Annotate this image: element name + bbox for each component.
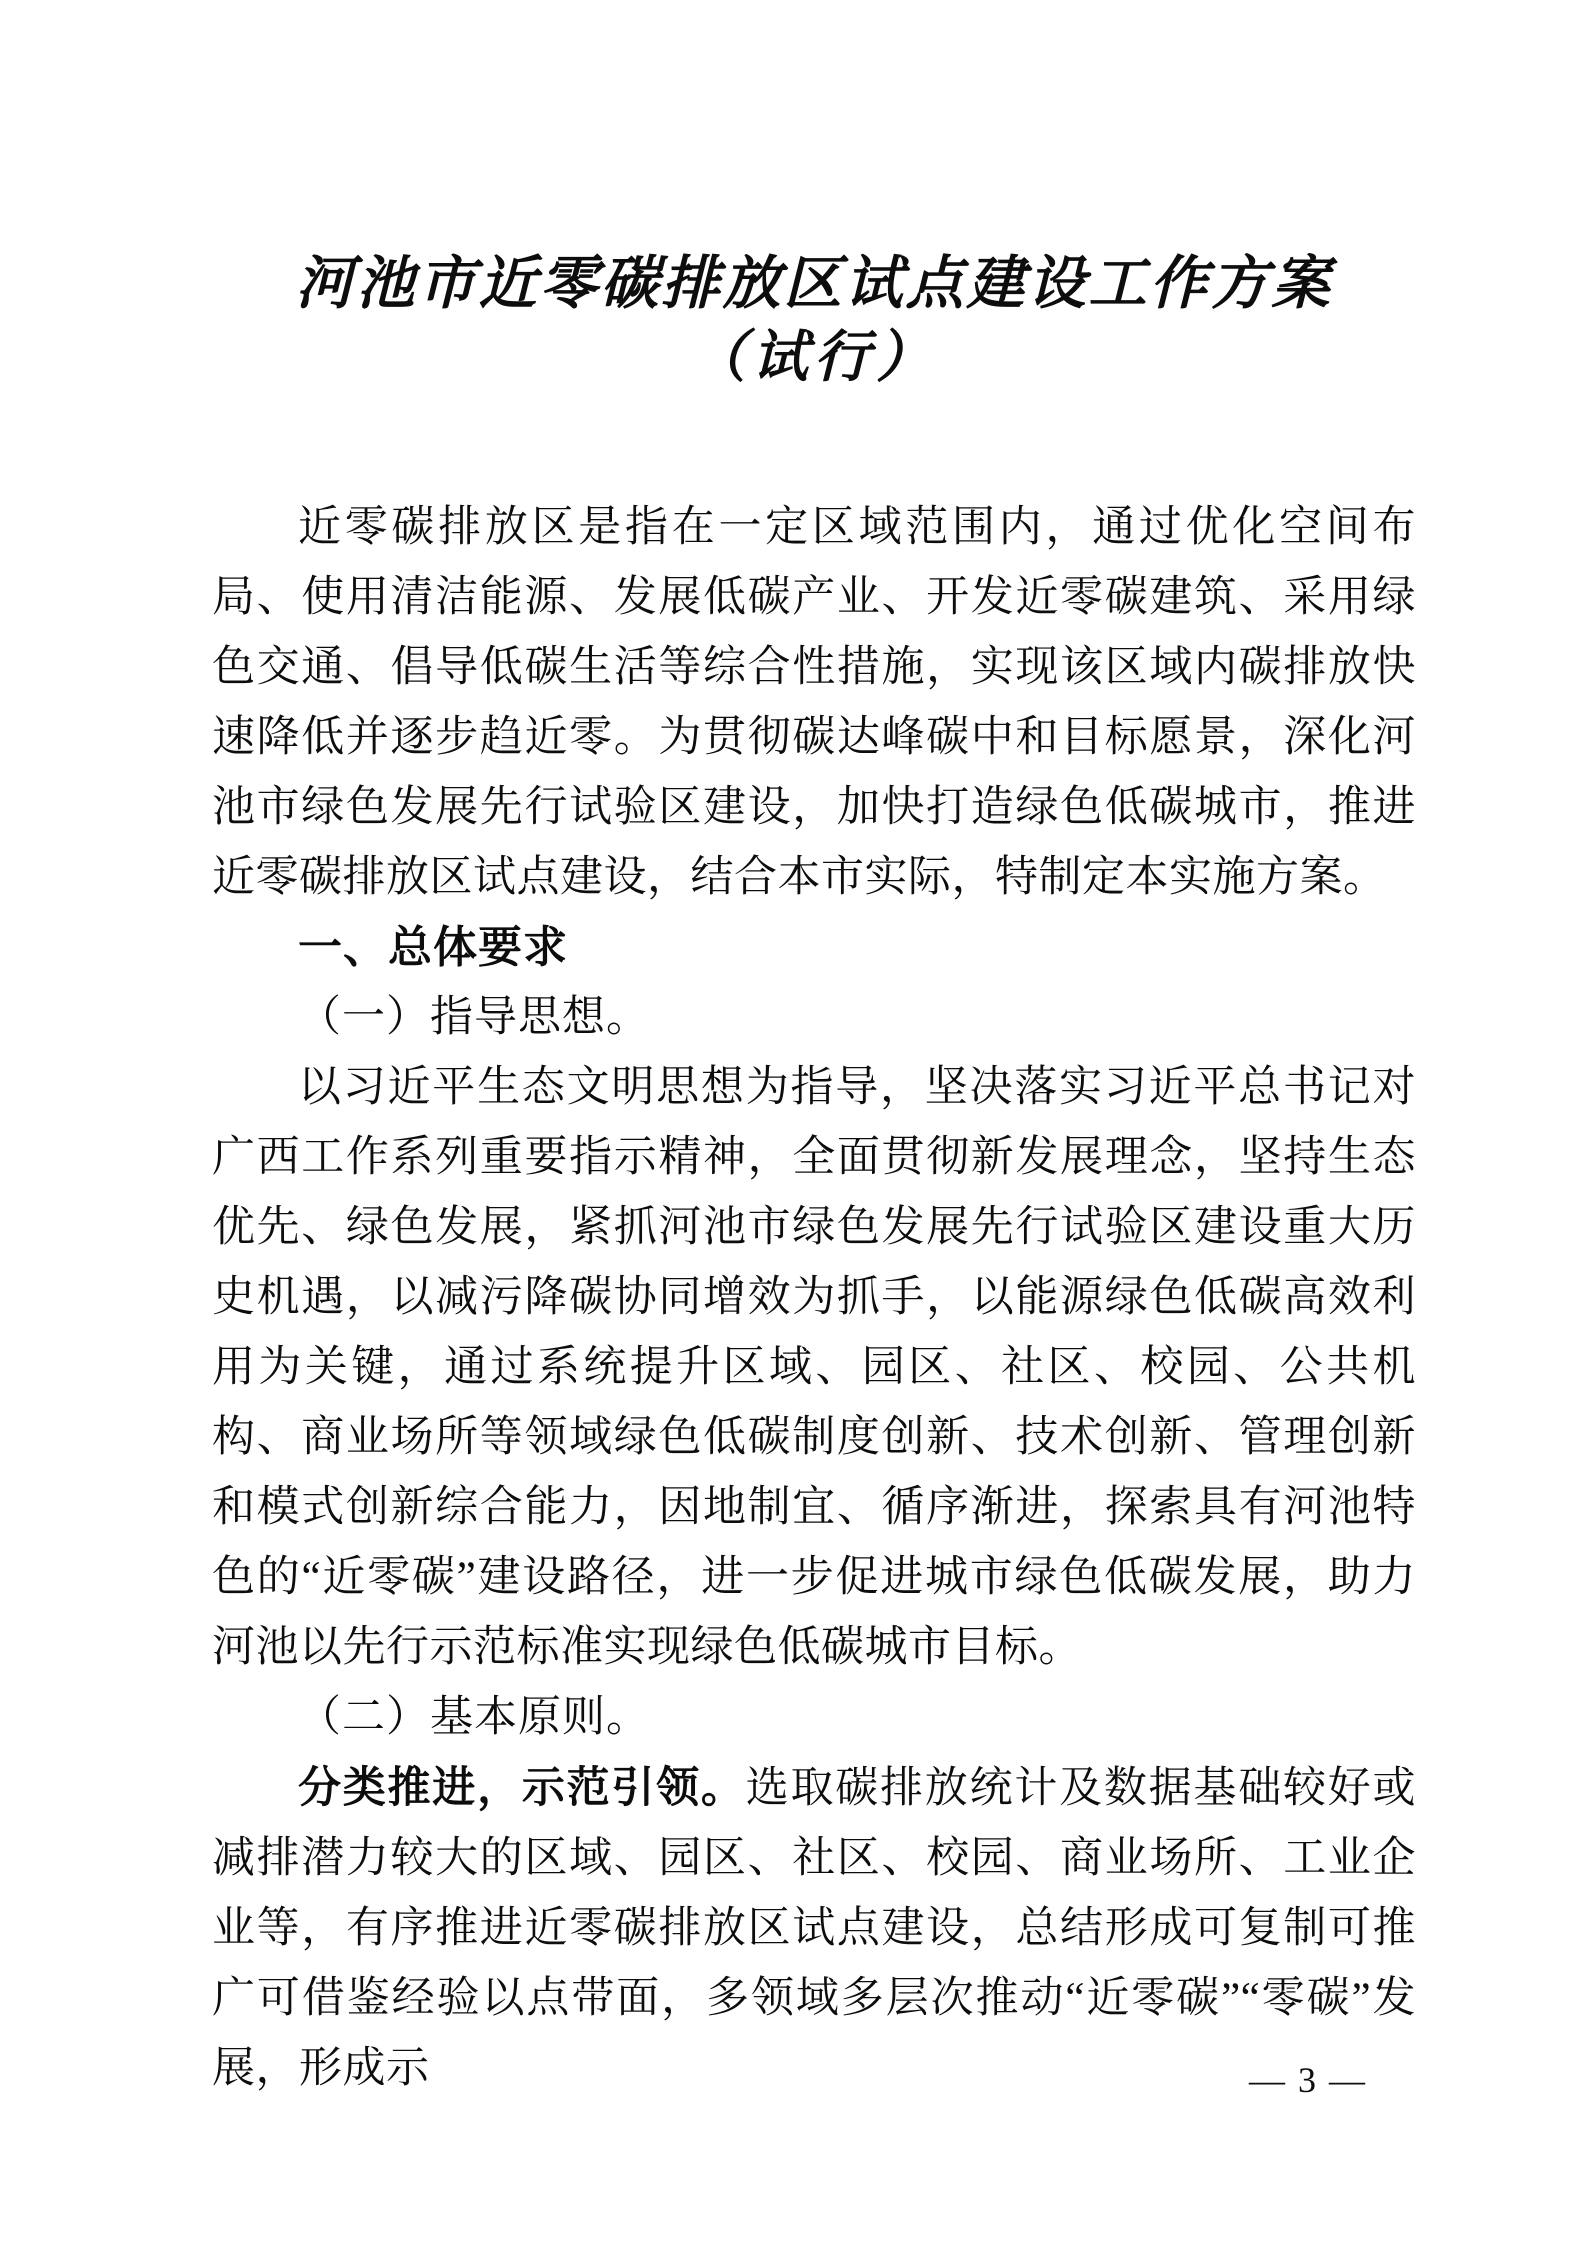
subsection-heading-guiding-ideology: （一）指导思想。 [298,994,650,1041]
guiding-ideology-paragraph: 以习近平生态文明思想为指导，坚决落实习近平总书记对广西工作系列重要指示精神，全面贯彻新发展理念，坚持生态优先、绿色发展，紧抓河池市绿色发展先行试验区建设重大历史机遇，以减污降碳协同增效为抓手，以能源绿色低碳高效利用为关键，通过系统提升区域、园区、社区、校园、公共机构、商业场所等领域绿色低碳制度创新、技术创新、管理创新和模式创新综合能力，因地制宜、循序渐进，探索具有河池特色的“近零碳”建设路径，进一步促进城市绿色低碳发展，助力河池以先行示范标准实现绿色低碳城市目标。 [212,1064,1416,1671]
document-title: 河池市近零碳排放区试点建设工作方案 [295,251,1333,316]
section-heading-overall-requirements: 一、总体要求 [298,923,568,972]
intro-paragraph: 近零碳排放区是指在一定区域范围内，通过优化空间布局、使用清洁能源、发展低碳产业、开发近零碳建筑、采用绿色交通、倡导低碳生活等综合性措施，实现该区域内碳排放快速降低并逐步趋近零。为贯彻碳达峰碳中和目标愿景，深化河池市绿色发展先行试验区建设，加快打造绿色低碳城市，推进近零碳排放区试点建设，结合本市实际，特制定本实施方案。 [212,504,1416,901]
principle-lead-label: 分类推进，示范引领。 [298,1764,746,1812]
document-title-block [212,247,1416,395]
document-body [212,493,1416,2104]
principle-body-text: 选取碳排放统计及数据基础较好或减排潜力较大的区域、园区、社区、校园、商业场所、工业企业等，有序推进近零碳排放区试点建设，总结形成可复制可推广可借鉴经验以点带面，多领域多层次推动“近零碳”“零碳”发展，形成示 [212,1765,1417,2092]
document-title-trial-annotation: （试行） [690,327,938,389]
subsection-heading-basic-principles: （二）基本原则。 [298,1694,650,1741]
page-number: — 3 — [1249,2060,1367,2100]
